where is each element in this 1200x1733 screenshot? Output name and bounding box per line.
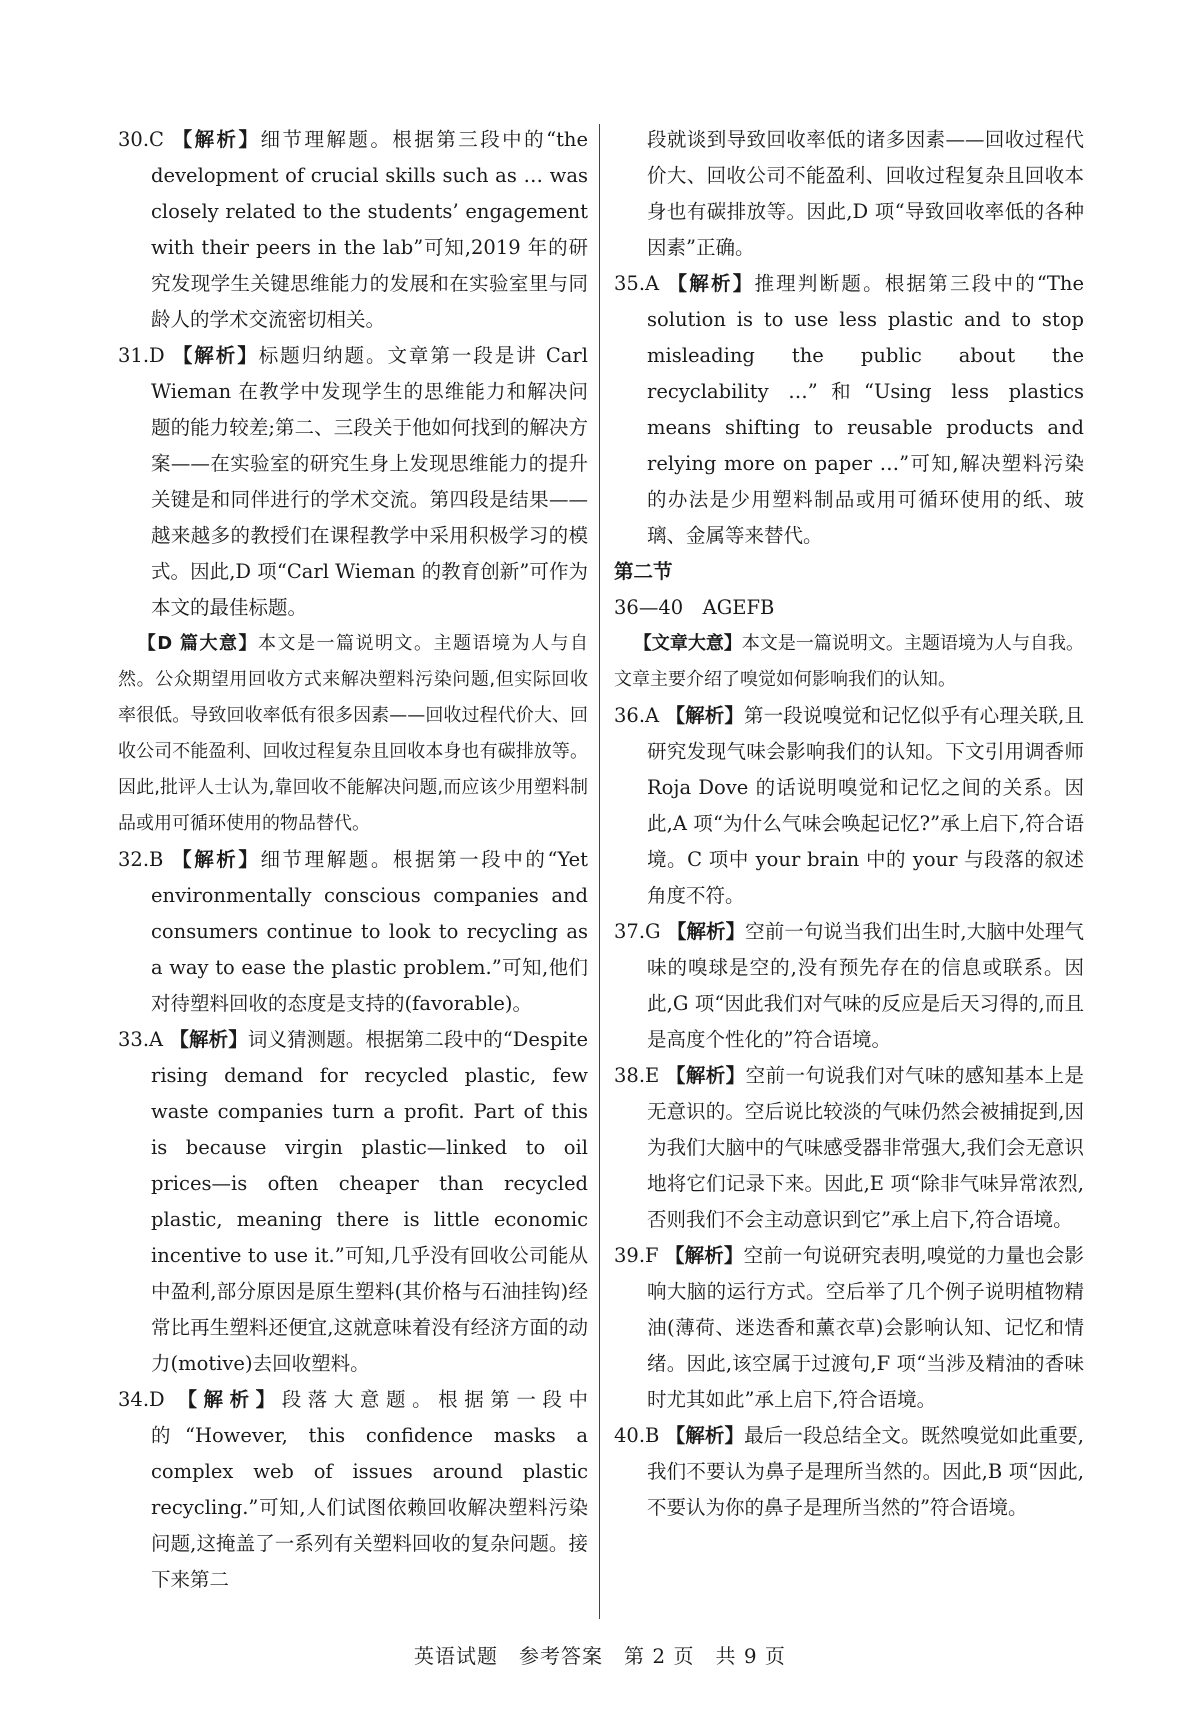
column-divider: [599, 124, 600, 1619]
passage-d-summary: 【D 篇大意】本文是一篇说明文。主题语境为人与自然。公众期望用回收方式来解决塑料污染问题,但实际回收率很低。导致回收率低有很多因素——回收过程代价大、回收公司不能盈利、回收过程复杂且回收本身也有碳排放等。因此,批评人士认为,靠回收不能解决问题,而应该少用塑料制品或用可循环使用的物品替代。: [118, 633, 589, 834]
answer-item-38: 38.E 【解析】空前一句说我们对气味的感知基本上是无意识的。空后说比较淡的气味仍然会被捕捉到,因为我们大脑中的气味感受器非常强大,我们会无意识地将它们记录下来。因此,E 项“除非气味异常浓烈,否则我们不会主动意识到它”承上启下,符合语境。: [614, 1064, 1084, 1231]
page-footer: 英语试题 参考答案 第 2 页 共 9 页: [414, 1644, 786, 1668]
answer-item-33: 33.A 【解析】词义猜测题。根据第二段中的“Despite rising demand for recycled plastic, few waste companies turn a profit. Part of this is because virgin plastic—linked to oil prices—is often cheaper than recycled plastic, meaning there is little economic incentive to use it.”可知,几乎没有回收公司能从中盈利,部分原因是原生塑料(其价格与石油挂钩)经常比再生塑料还便宜,这就意味着没有经济方面的动力(motive)去回收塑料。: [118, 1028, 588, 1375]
article-summary: 【文章大意】本文是一篇说明文。主题语境为人与自我。文章主要介绍了嗅觉如何影响我们的认知。: [614, 633, 1085, 690]
answer-item-36: 36.A 【解析】第一段说嗅觉和记忆似乎有心理关联,且研究发现气味会影响我们的认知。下文引用调香师 Roja Dove 的话说明嗅觉和记忆之间的关系。因此,A 项“为什么气味会唤起记忆?”承上启下,符合语境。C 项中 your brain 中的 your 与段落的叙述角度不符。: [614, 704, 1084, 907]
answer-item-34: 34.D 【解析】段落大意题。根据第一段中的“However, this confidence masks a complex web of issues around plastic recycling.”可知,人们试图依赖回收解决塑料污染问题,这掩盖了一系列有关塑料回收的复杂问题。接下来第二: [118, 1388, 588, 1591]
right-column: [614, 122, 1084, 1526]
answer-item-35: 35.A 【解析】推理判断题。根据第三段中的“The solution is to use less plastic and to stop misleading the public about the recyclability …”和“Using less plastics means shifting to reusable products and relying more on paper …”可知,解决塑料污染的办法是少用塑料制品或用可循环使用的纸、玻璃、金属等来替代。: [614, 272, 1084, 547]
answer-item-30: 30.C 【解析】细节理解题。根据第三段中的“the development of crucial skills such as … was closely related to the students’ engagement with their peers in the lab”可知,2019 年的研究发现学生关键思维能力的发展和在实验室里与同龄人的学术交流密切相关。: [118, 128, 588, 331]
answer-item-37: 37.G 【解析】空前一句说当我们出生时,大脑中处理气味的嗅球是空的,没有预先存在的信息或联系。因此,G 项“因此我们对气味的反应是后天习得的,而且是高度个性化的”符合语境。: [614, 920, 1085, 1051]
answer-item-34-continuation: 段就谈到导致回收率低的诸多因素——回收过程代价大、回收公司不能盈利、回收过程复杂且回收本身也有碳排放等。因此,D 项“导致回收率低的各种因素”正确。: [647, 128, 1084, 259]
answer-item-32: 32.B 【解析】细节理解题。根据第一段中的“Yet environmentally conscious companies and consumers continue to look to recycling as a way to ease the plastic problem.”可知,他们对待塑料回收的态度是支持的(favorable)。: [118, 848, 588, 1015]
answer-item-31: 31.D 【解析】标题归纳题。文章第一段是讲 Carl Wieman 在教学中发现学生的思维能力和解决问题的能力较差;第二、三段关于他如何找到的解决方案——在实验室的研究生身上发现思维能力的提升关键是和同伴进行的学术交流。第四段是结果——越来越多的教授们在课程教学中采用积极学习的模式。因此,D 项“Carl Wieman 的教育创新”可作为本文的最佳标题。: [118, 344, 588, 619]
section-title: 第二节: [614, 560, 673, 583]
answer-item-39: 39.F 【解析】空前一句说研究表明,嗅觉的力量也会影响大脑的运行方式。空后举了几个例子说明植物精油(薄荷、迷迭香和薰衣草)会影响认知、记忆和情绪。因此,该空属于过渡句,F 项“当涉及精油的香味时尤其如此”承上启下,符合语境。: [614, 1244, 1084, 1411]
answer-key-36-40: 36—40 AGEFB: [614, 596, 775, 619]
answer-item-40: 40.B 【解析】最后一段总结全文。既然嗅觉如此重要,我们不要认为鼻子是理所当然的。因此,B 项“因此,不要认为你的鼻子是理所当然的”符合语境。: [614, 1424, 1084, 1519]
left-column: [118, 122, 588, 1598]
